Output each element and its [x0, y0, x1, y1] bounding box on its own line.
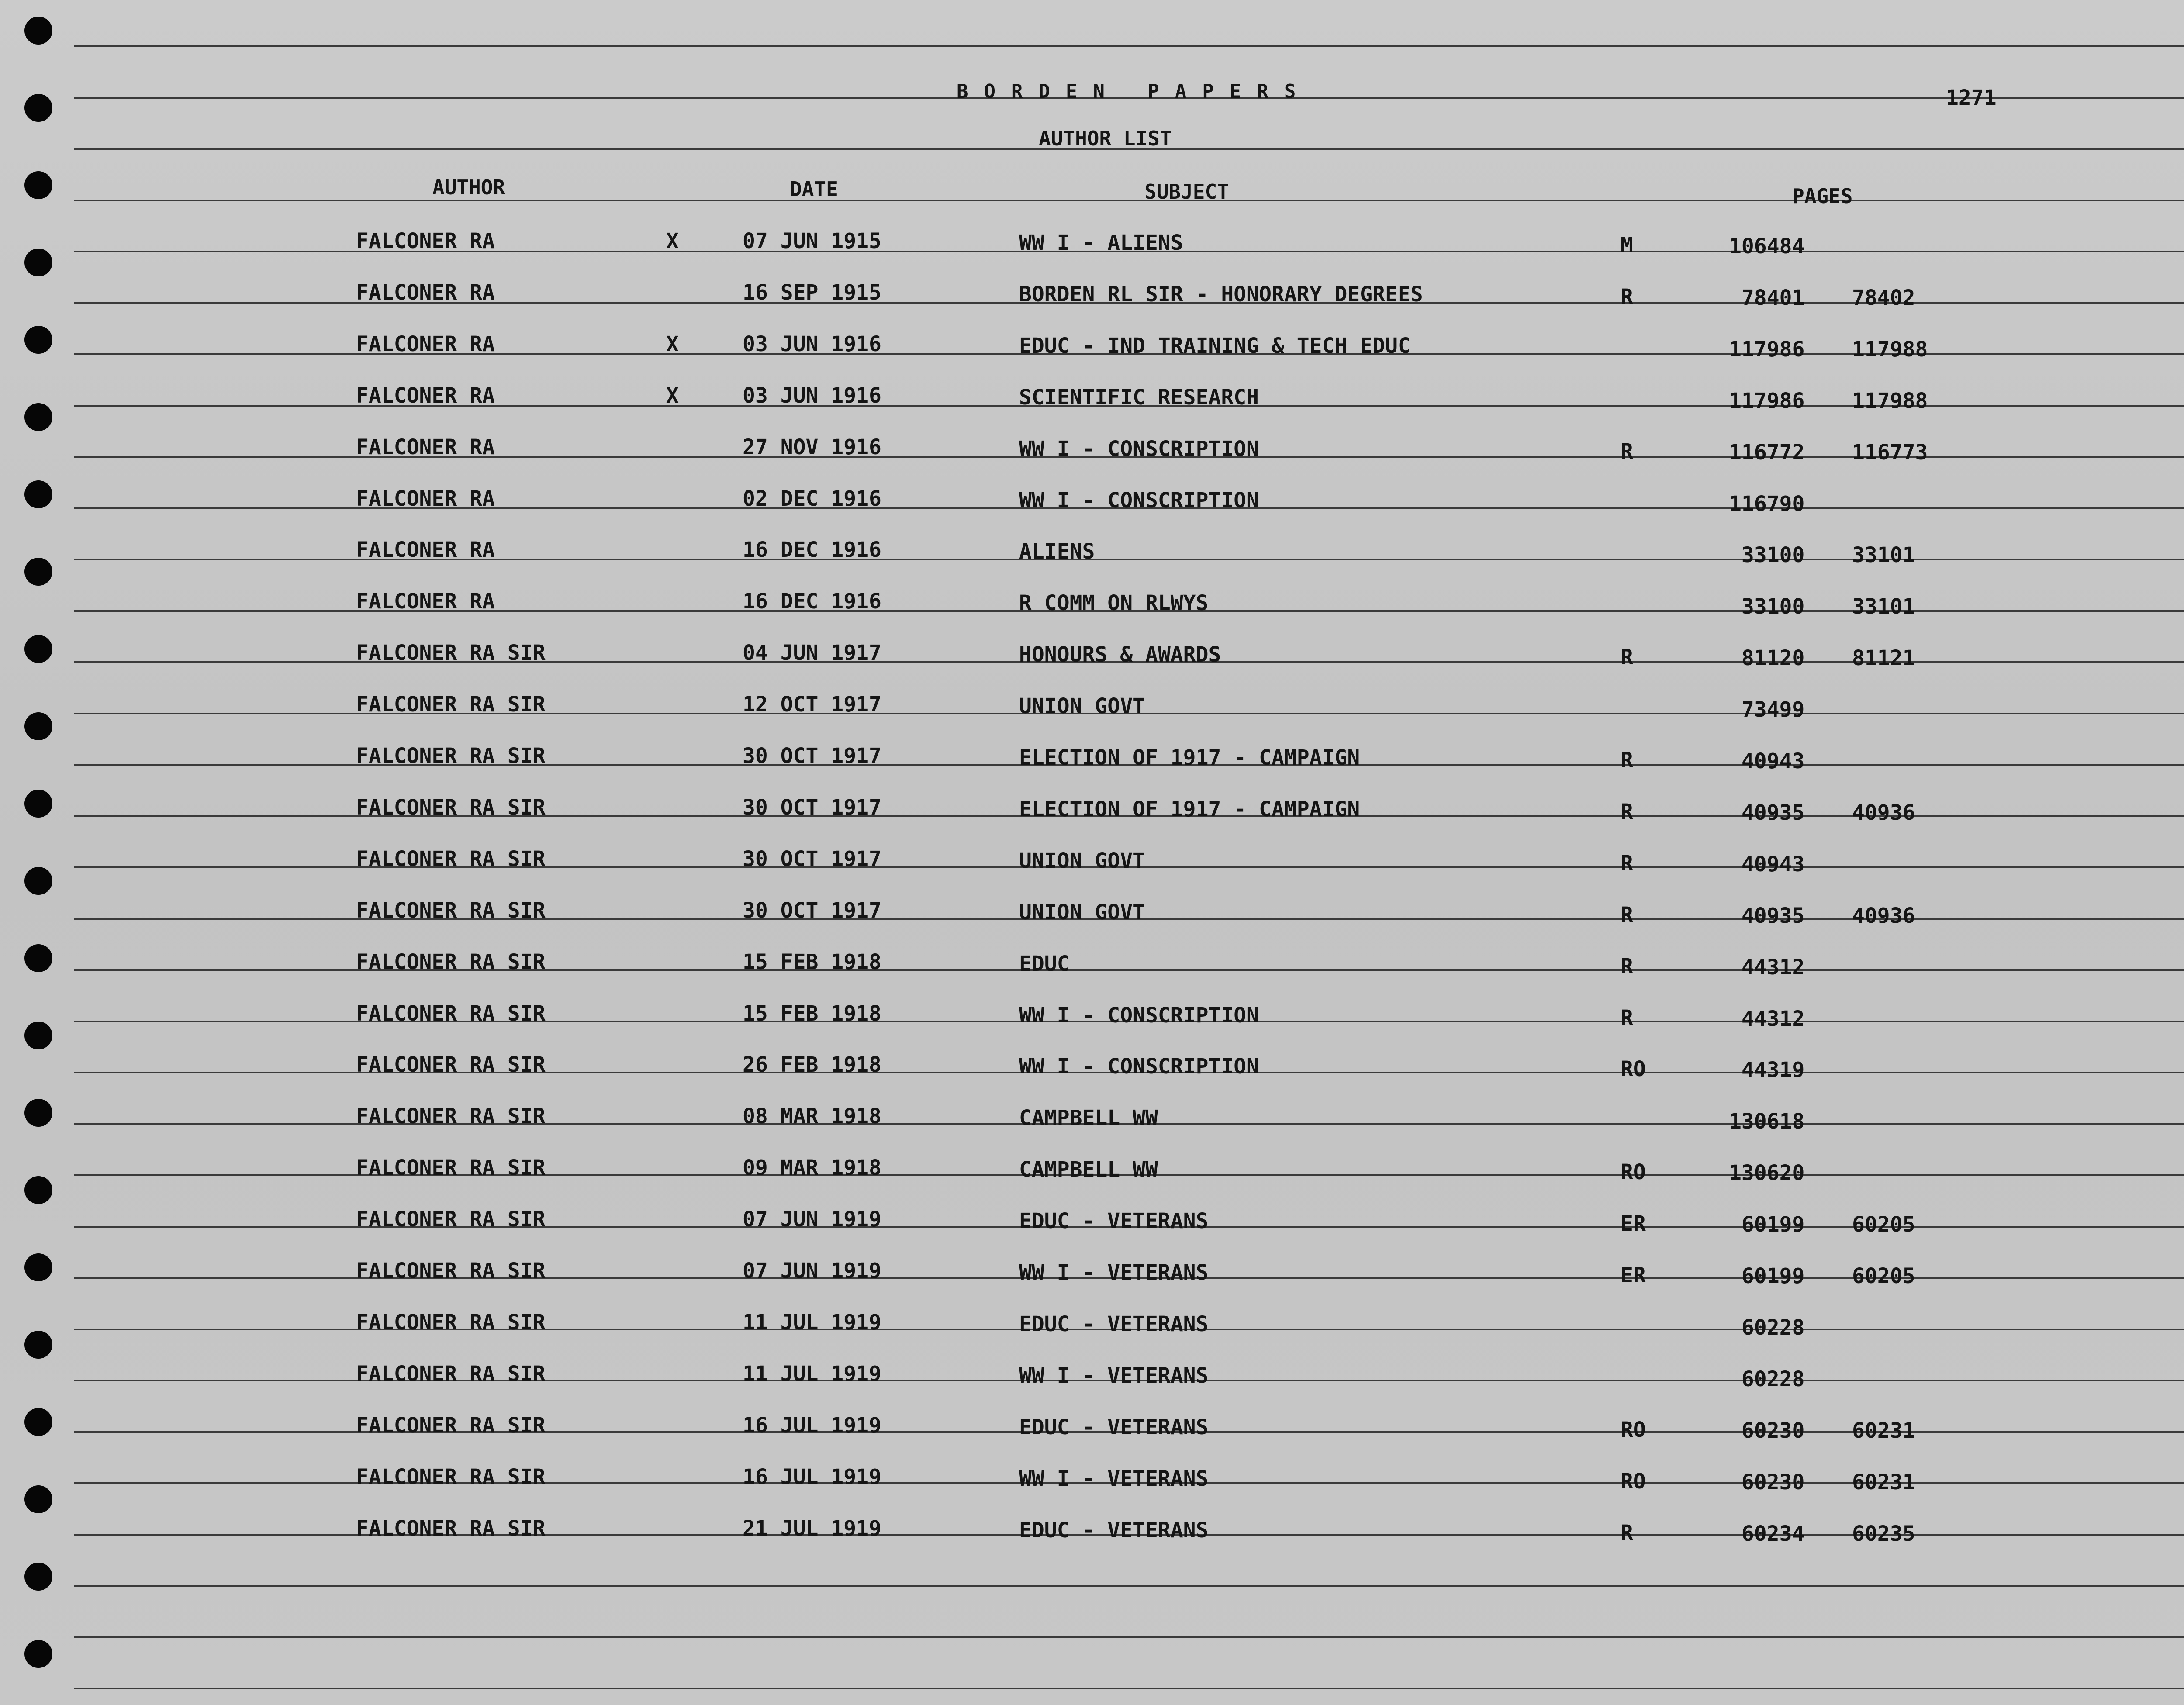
page-end-cell: 60235 — [1852, 1522, 1915, 1546]
subject-cell: EDUC - VETERANS — [1019, 1209, 1209, 1233]
date-cell: 09 MAR 1918 — [743, 1156, 881, 1180]
date-cell: 11 JUL 1919 — [743, 1310, 881, 1335]
subject-cell: EDUC - VETERANS — [1019, 1518, 1209, 1543]
table-row — [0, 538, 2184, 573]
author-cell: FALCONER RA — [356, 383, 495, 408]
table-row — [0, 1001, 2184, 1036]
code-cell: R — [1621, 748, 1633, 773]
table-row — [0, 1413, 2184, 1448]
page-start-cell: 44312 — [1729, 955, 1805, 980]
table-row — [0, 1465, 2184, 1500]
subject-cell: WW I - VETERANS — [1019, 1260, 1209, 1285]
page-start-cell: 60230 — [1729, 1419, 1805, 1443]
page-start-cell: 106484 — [1729, 234, 1805, 259]
table-row — [0, 1207, 2184, 1242]
author-cell: FALCONER RA SIR — [356, 744, 546, 768]
date-cell: 16 JUL 1919 — [743, 1413, 881, 1438]
subject-cell: SCIENTIFIC RESEARCH — [1019, 385, 1259, 410]
author-cell: FALCONER RA SIR — [356, 898, 546, 923]
column-header-pages: PAGES — [1792, 184, 1853, 208]
page-start-cell: 44312 — [1729, 1007, 1805, 1031]
column-header-date: DATE — [790, 177, 838, 201]
code-cell: R — [1621, 800, 1633, 824]
subject-cell: WW I - VETERANS — [1019, 1363, 1209, 1388]
code-cell: R — [1621, 1521, 1633, 1545]
page-start-cell: 33100 — [1729, 594, 1805, 619]
page-start-cell: 116790 — [1729, 492, 1805, 516]
author-cell: FALCONER RA SIR — [356, 1207, 546, 1232]
page-start-cell: 81120 — [1729, 646, 1805, 670]
column-header-author: AUTHOR — [432, 176, 505, 199]
table-row — [0, 332, 2184, 367]
page-end-cell: 60205 — [1852, 1212, 1915, 1237]
table-row — [0, 795, 2184, 830]
date-cell: 21 JUL 1919 — [743, 1516, 881, 1541]
author-cell: FALCONER RA SIR — [356, 692, 546, 717]
table-row — [0, 1310, 2184, 1345]
code-cell: RO — [1621, 1057, 1646, 1081]
table-row — [0, 744, 2184, 779]
table-row — [0, 280, 2184, 315]
subject-cell: CAMPBELL WW — [1019, 1157, 1158, 1182]
code-cell: ER — [1621, 1211, 1646, 1236]
page-start-cell: 40935 — [1729, 904, 1805, 928]
code-cell: R — [1621, 285, 1633, 309]
subject-cell: WW I - CONSCRIPTION — [1019, 1003, 1259, 1028]
date-cell: 16 DEC 1916 — [743, 589, 881, 614]
subject-cell: ALIENS — [1019, 539, 1095, 564]
page-end-cell: 78402 — [1852, 286, 1915, 310]
column-header-subject: SUBJECT — [1144, 180, 1229, 204]
table-row — [0, 847, 2184, 882]
author-cell: FALCONER RA SIR — [356, 1310, 546, 1335]
subject-cell: UNION GOVT — [1019, 900, 1145, 925]
page-start-cell: 60228 — [1729, 1315, 1805, 1340]
author-cell: FALCONER RA — [356, 435, 495, 459]
author-cell: FALCONER RA SIR — [356, 1516, 546, 1541]
author-cell: FALCONER RA — [356, 487, 495, 511]
page-start-cell: 40935 — [1729, 801, 1805, 825]
page-end-cell: 60205 — [1852, 1264, 1915, 1288]
subject-cell: EDUC — [1019, 952, 1070, 976]
date-cell: 16 SEP 1915 — [743, 280, 881, 305]
page-start-cell: 130620 — [1729, 1161, 1805, 1185]
code-cell: RO — [1621, 1469, 1646, 1494]
date-cell: 11 JUL 1919 — [743, 1362, 881, 1386]
date-cell: 15 FEB 1918 — [743, 1001, 881, 1026]
subject-cell: WW I - ALIENS — [1019, 231, 1183, 255]
author-cell: FALCONER RA SIR — [356, 1413, 546, 1438]
subject-cell: EDUC - IND TRAINING & TECH EDUC — [1019, 334, 1410, 358]
author-cell: FALCONER RA — [356, 229, 495, 253]
list-subtitle: AUTHOR LIST — [1039, 127, 1172, 150]
table-row — [0, 435, 2184, 470]
author-cell: FALCONER RA — [356, 332, 495, 356]
table-row — [0, 1156, 2184, 1191]
document-title: BORDEN PAPERS — [957, 80, 1312, 103]
page-start-cell: 78401 — [1729, 286, 1805, 310]
subject-cell: HONOURS & AWARDS — [1019, 642, 1221, 667]
author-cell: FALCONER RA SIR — [356, 847, 546, 871]
table-row — [0, 589, 2184, 624]
page-start-cell: 60230 — [1729, 1470, 1805, 1494]
code-cell: R — [1621, 1006, 1633, 1030]
code-cell: R — [1621, 903, 1633, 927]
subject-cell: WW I - VETERANS — [1019, 1467, 1209, 1491]
page-end-cell: 60231 — [1852, 1419, 1915, 1443]
ruled-line — [74, 200, 2184, 201]
date-cell: 07 JUN 1915 — [743, 229, 881, 253]
date-cell: 03 JUN 1916 — [743, 383, 881, 408]
table-row — [0, 1104, 2184, 1139]
subject-cell: BORDEN RL SIR - HONORARY DEGREES — [1019, 282, 1423, 307]
feed-hole — [24, 171, 52, 199]
page-end-cell: 40936 — [1852, 904, 1915, 928]
code-cell: R — [1621, 851, 1633, 876]
subject-cell: CAMPBELL WW — [1019, 1106, 1158, 1130]
page-start-cell: 60234 — [1729, 1522, 1805, 1546]
date-cell: 30 OCT 1917 — [743, 898, 881, 923]
subject-cell: R COMM ON RLWYS — [1019, 591, 1209, 615]
table-row — [0, 229, 2184, 264]
page-start-cell: 117986 — [1729, 389, 1805, 413]
date-cell: 04 JUN 1917 — [743, 641, 881, 665]
author-cell: FALCONER RA SIR — [356, 1104, 546, 1129]
date-cell: 16 JUL 1919 — [743, 1465, 881, 1489]
page-end-cell: 33101 — [1852, 594, 1915, 619]
subject-cell: EDUC - VETERANS — [1019, 1312, 1209, 1336]
table-row — [0, 1362, 2184, 1397]
table-row — [0, 898, 2184, 933]
page-end-cell: 60231 — [1852, 1470, 1915, 1494]
subject-cell: WW I - CONSCRIPTION — [1019, 437, 1259, 461]
author-cell: FALCONER RA — [356, 589, 495, 614]
page-start-cell: 40943 — [1729, 852, 1805, 877]
page-start-cell: 73499 — [1729, 697, 1805, 722]
page-end-cell: 117988 — [1852, 337, 1928, 362]
page-start-cell: 60199 — [1729, 1212, 1805, 1237]
code-cell: RO — [1621, 1160, 1646, 1184]
code-cell: M — [1621, 233, 1633, 258]
code-cell: R — [1621, 954, 1633, 979]
table-row — [0, 950, 2184, 985]
date-cell: 30 OCT 1917 — [743, 744, 881, 768]
subject-cell: EDUC - VETERANS — [1019, 1415, 1209, 1439]
code-cell: ER — [1621, 1263, 1646, 1287]
code-cell: R — [1621, 645, 1633, 670]
author-cell: FALCONER RA SIR — [356, 1001, 546, 1026]
author-cell: FALCONER RA SIR — [356, 1053, 546, 1077]
author-cell: FALCONER RA SIR — [356, 795, 546, 820]
ruled-line — [74, 1585, 2184, 1587]
page-number: 1271 — [1946, 86, 1997, 110]
ruled-line — [74, 1636, 2184, 1638]
table-row — [0, 1259, 2184, 1294]
date-cell: 02 DEC 1916 — [743, 487, 881, 511]
table-row — [0, 487, 2184, 521]
x-mark-cell: X — [666, 229, 679, 253]
ruled-line — [74, 1688, 2184, 1689]
date-cell: 26 FEB 1918 — [743, 1053, 881, 1077]
subject-cell: UNION GOVT — [1019, 694, 1145, 718]
page-start-cell: 33100 — [1729, 543, 1805, 567]
feed-hole — [24, 1640, 52, 1668]
x-mark-cell: X — [666, 383, 679, 408]
author-cell: FALCONER RA SIR — [356, 641, 546, 665]
table-row — [0, 1516, 2184, 1551]
page-end-cell: 117988 — [1852, 389, 1928, 413]
subject-cell: WW I - CONSCRIPTION — [1019, 1054, 1259, 1079]
date-cell: 16 DEC 1916 — [743, 538, 881, 562]
date-cell: 27 NOV 1916 — [743, 435, 881, 459]
date-cell: 03 JUN 1916 — [743, 332, 881, 356]
table-row — [0, 692, 2184, 727]
page-start-cell: 117986 — [1729, 337, 1805, 362]
feed-hole — [24, 94, 52, 122]
page-start-cell: 44319 — [1729, 1058, 1805, 1082]
table-row — [0, 641, 2184, 676]
page-start-cell: 116772 — [1729, 440, 1805, 465]
subject-cell: ELECTION OF 1917 - CAMPAIGN — [1019, 746, 1360, 770]
author-cell: FALCONER RA SIR — [356, 1465, 546, 1489]
subject-cell: WW I - CONSCRIPTION — [1019, 488, 1259, 513]
author-cell: FALCONER RA — [356, 538, 495, 562]
code-cell: RO — [1621, 1418, 1646, 1442]
ruled-line — [74, 45, 2184, 47]
author-cell: FALCONER RA — [356, 280, 495, 305]
page-end-cell: 116773 — [1852, 440, 1928, 465]
x-mark-cell: X — [666, 332, 679, 356]
feed-hole — [24, 17, 52, 45]
code-cell: R — [1621, 439, 1633, 464]
date-cell: 07 JUN 1919 — [743, 1259, 881, 1283]
date-cell: 30 OCT 1917 — [743, 795, 881, 820]
subject-cell: ELECTION OF 1917 - CAMPAIGN — [1019, 797, 1360, 821]
table-row — [0, 1053, 2184, 1087]
page-end-cell: 40936 — [1852, 801, 1915, 825]
date-cell: 12 OCT 1917 — [743, 692, 881, 717]
author-cell: FALCONER RA SIR — [356, 1259, 546, 1283]
subject-cell: UNION GOVT — [1019, 849, 1145, 873]
page-end-cell: 33101 — [1852, 543, 1915, 567]
page-start-cell: 60228 — [1729, 1367, 1805, 1391]
page-end-cell: 81121 — [1852, 646, 1915, 670]
page-start-cell: 40943 — [1729, 749, 1805, 773]
date-cell: 07 JUN 1919 — [743, 1207, 881, 1232]
page-start-cell: 60199 — [1729, 1264, 1805, 1288]
author-cell: FALCONER RA SIR — [356, 1156, 546, 1180]
author-cell: FALCONER RA SIR — [356, 1362, 546, 1386]
date-cell: 30 OCT 1917 — [743, 847, 881, 871]
feed-hole — [24, 1563, 52, 1591]
date-cell: 15 FEB 1918 — [743, 950, 881, 974]
page-start-cell: 130618 — [1729, 1109, 1805, 1134]
date-cell: 08 MAR 1918 — [743, 1104, 881, 1129]
author-cell: FALCONER RA SIR — [356, 950, 546, 974]
table-row — [0, 383, 2184, 418]
